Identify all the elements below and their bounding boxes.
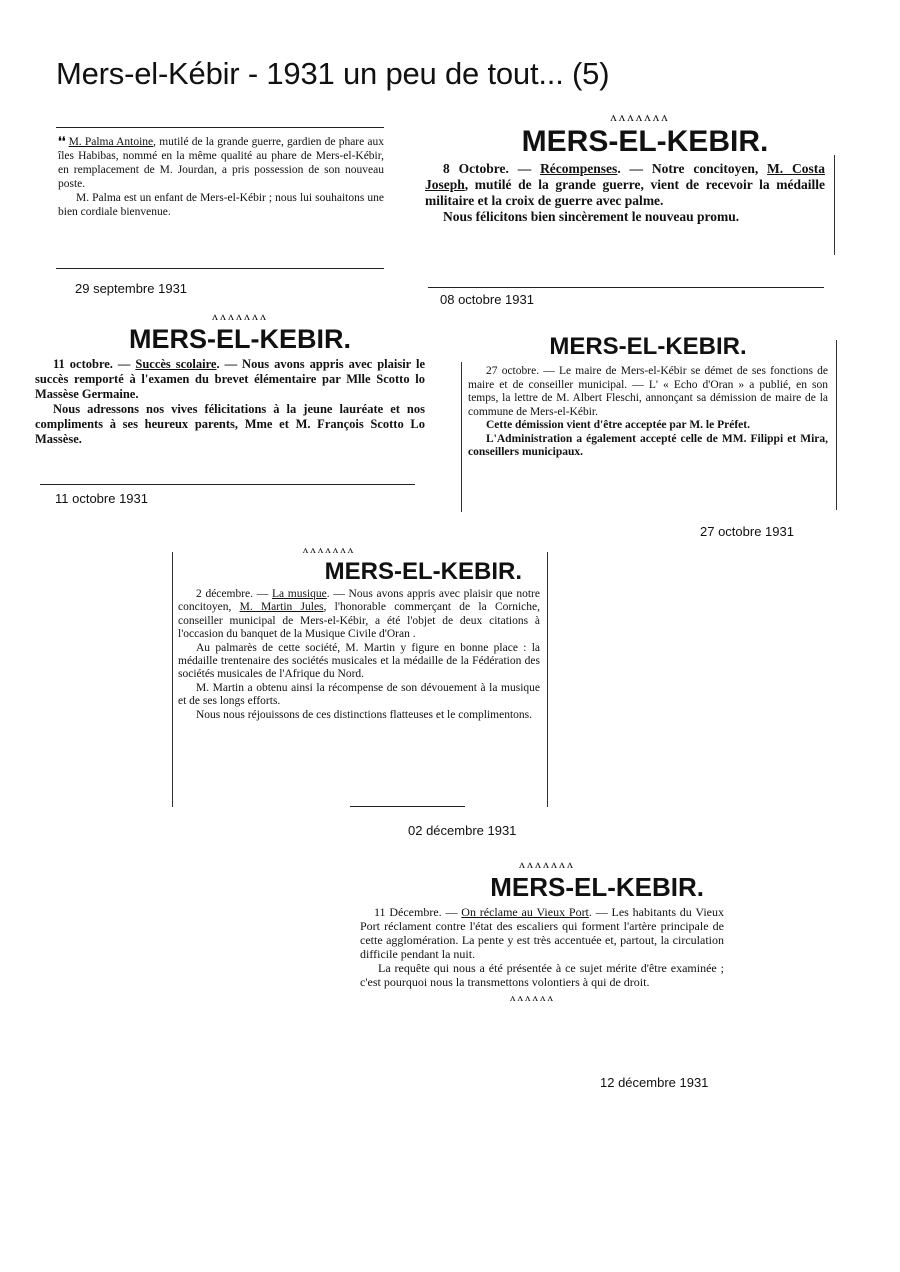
clip5-text-2: Au palmarès de cette société, M. Martin y figure en bonne place : la médaille trentenaire des sociétés musicales et la médaille de la Fédération des sociétés musicales de l'Afrique du Nord. bbox=[178, 641, 540, 681]
clip3-ornament-icon: ᴧᴧᴧᴧᴧᴧᴧ bbox=[212, 309, 268, 323]
page-title: Mers-el-Kébir - 1931 un peu de tout... (5) bbox=[56, 56, 610, 91]
clip4-left-rule bbox=[461, 362, 462, 512]
clip6-footer-ornament-icon: ᴧᴧᴧᴧᴧᴧ bbox=[510, 992, 555, 1004]
clip1-body-1: , mutilé de la grande guerre, gardien de phare aux îles Habibas, nommé en la même qualité au phare de Mers-el-Kébir, en remplacement de M. Jourdan, a pris possession de son nouveau poste. bbox=[58, 136, 384, 190]
clip5-paragraph-1 bbox=[178, 588, 540, 642]
clip3-text-2: Nous adressons nos vives félicitations à la jeune lauréate et nos compliments à ses heureux parents, Mme et M. François Scotto Lo Massèse. bbox=[35, 402, 425, 446]
clip5-text-3: M. Martin a obtenu ainsi la récompense de son dévouement à la musique et de ses longs efforts. bbox=[178, 681, 540, 708]
clip6-topic: On réclame au Vieux Port bbox=[461, 905, 589, 919]
clip2-text-1a: . — Notre concitoyen, bbox=[617, 161, 768, 176]
clip6-paragraph-1 bbox=[360, 905, 724, 961]
clip5-text-4: Nous nous réjouissons de ces distinctions flatteuses et le complimentons. bbox=[196, 708, 533, 721]
clip4-text-3: L'Administration a également accepté celle de MM. Filippi et Mira, conseillers municipaux. bbox=[468, 432, 828, 458]
clip3-paragraph-1 bbox=[35, 357, 425, 402]
clip1-lead-name: M. Palma Antoine bbox=[68, 136, 154, 148]
clip5-dateline: 2 décembre. — bbox=[196, 588, 272, 600]
clip5-bottom-rule bbox=[350, 806, 465, 807]
clip3-bottom-rule bbox=[40, 484, 415, 485]
clip6-date: 12 décembre 1931 bbox=[600, 1075, 709, 1090]
clip5-person: M. Martin Jules bbox=[239, 601, 324, 614]
clip2-side-rule bbox=[834, 155, 835, 255]
clip5-topic: La musique bbox=[271, 588, 327, 600]
clip4-date: 27 octobre 1931 bbox=[700, 524, 794, 539]
clip5-right-rule bbox=[547, 552, 548, 807]
clip4-header: MERS-EL-KEBIR. bbox=[549, 333, 747, 360]
clip3-topic: Succès scolaire bbox=[135, 357, 217, 371]
clip4-right-rule bbox=[836, 340, 837, 510]
clip6-header: MERS-EL-KEBIR. bbox=[490, 872, 704, 902]
clip2-topic: Récompenses bbox=[540, 161, 618, 176]
clip5-left-rule bbox=[172, 552, 173, 807]
clip-martin bbox=[178, 545, 540, 722]
clip2-paragraph-1 bbox=[425, 161, 825, 209]
clip-palma bbox=[58, 135, 384, 219]
clip6-text-2: La requête qui nous a été présentée à ce sujet mérite d'être examinée ; c'est pourquoi nous la transmettons volontiers à qui de droit. bbox=[360, 961, 724, 989]
clip3-dateline: 11 octobre. — bbox=[53, 357, 136, 371]
clip2-date: 08 octobre 1931 bbox=[440, 292, 534, 307]
clip6-text-1: . — Les habitants du Vieux Port réclament contre l'état des escaliers qui forment l'artère principale de cette agglomération. La pente y est très accentuée et, partout, la circulation difficile pendant la nuit. bbox=[360, 905, 725, 961]
clip4-text-1: 27 octobre. — Le maire de Mers-el-Kébir se démet de ses fonctions de maire et de conseiller municipal. — L' « Echo d'Oran » a publié, en son temps, la lettre de M. Albert Fleschi, annonçant sa démission de maire de la commune de Mers-el-Kébir. bbox=[468, 365, 828, 418]
clip2-ornament-icon: ᴧᴧᴧᴧᴧᴧᴧ bbox=[610, 109, 670, 124]
clip6-dateline: 11 Décembre. — bbox=[374, 905, 462, 919]
clip2-text-2: Nous félicitons bien sincèrement le nouveau promu. bbox=[443, 209, 740, 224]
clip3-text-1: . — Nous avons appris avec plaisir le succès remporté à l'examen du brevet élémentaire par Mlle Scotto lo Massèse Germaine. bbox=[35, 357, 425, 401]
clip5-ornament-icon: ᴧᴧᴧᴧᴧᴧᴧ bbox=[302, 544, 356, 556]
clip1-top-rule bbox=[56, 127, 384, 128]
clip3-date: 11 octobre 1931 bbox=[55, 491, 148, 506]
clip5-header: MERS-EL-KEBIR. bbox=[324, 558, 522, 585]
clip1-ornament-icon: ❛❛ bbox=[58, 136, 69, 148]
clip3-header: MERS-EL-KEBIR. bbox=[129, 324, 351, 354]
clip5-text-1b: , l'honorable commerçant de la Corniche, conseiller municipal de Mers-el-Kébir, a été l'objet de deux citations à l'occasion du banquet de la Musique Civile d'Oran . bbox=[178, 601, 540, 641]
clip2-text-1b: , mutilé de la grande guerre, vient de recevoir la médaille militaire et la croix de guerre avec palme. bbox=[425, 177, 825, 208]
clip6-ornament-icon: ᴧᴧᴧᴧᴧᴧᴧ bbox=[519, 857, 575, 871]
clip1-bottom-rule bbox=[56, 268, 384, 269]
clip-vieux-port bbox=[360, 858, 724, 1004]
clip1-date: 29 septembre 1931 bbox=[75, 281, 188, 296]
clip2-bottom-rule bbox=[428, 287, 824, 288]
clip1-body-2: M. Palma est un enfant de Mers-el-Kébir ; nous lui souhaitons une bien cordiale bienvenue. bbox=[58, 192, 384, 218]
clip4-text-2: Cette démission vient d'être acceptée par M. le Préfet. bbox=[486, 419, 750, 431]
clip-maire bbox=[468, 335, 828, 460]
clip2-header: MERS-EL-KEBIR. bbox=[521, 125, 769, 158]
clip-scotto bbox=[35, 310, 425, 447]
clip5-text-1a: . — Nous avons appris avec plaisir que notre concitoyen, bbox=[178, 588, 540, 614]
clip5-date: 02 décembre 1931 bbox=[408, 823, 517, 838]
clip1-paragraph-1 bbox=[58, 135, 384, 191]
clip2-person: M. Costa Joseph bbox=[425, 161, 825, 192]
clip-costa bbox=[425, 110, 825, 225]
clip2-dateline: 8 Octobre. — bbox=[443, 161, 541, 176]
